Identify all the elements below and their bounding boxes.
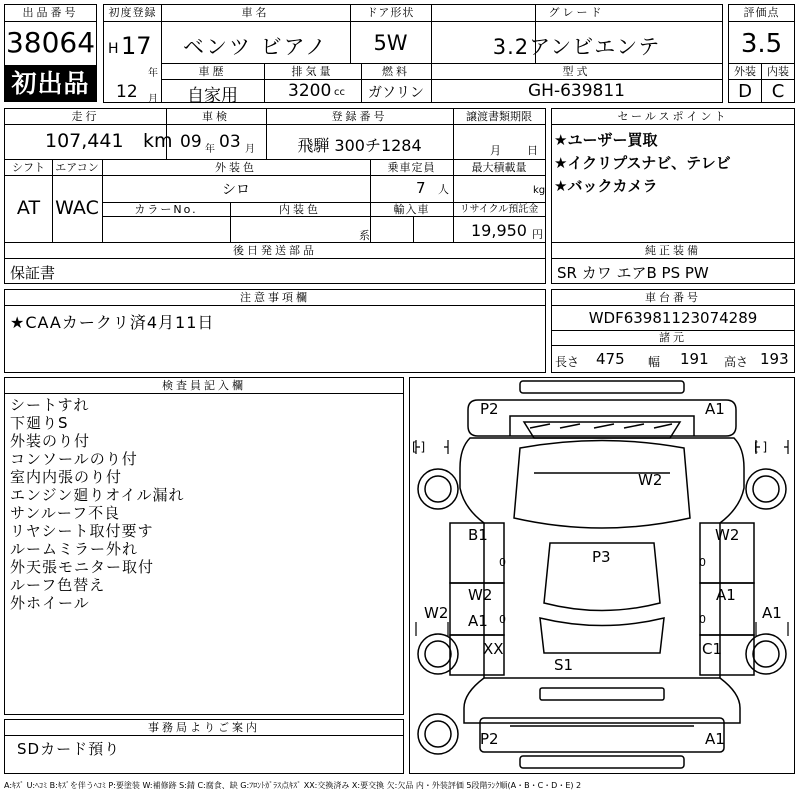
mark-p3: P3: [592, 548, 611, 566]
grade: 3.2アンビエンテ: [492, 35, 661, 59]
notes-value: ★CAAカークリ済4月11日: [10, 313, 215, 332]
sales-point: ★バックカメラ: [554, 177, 658, 195]
capacity-value: 7: [416, 179, 426, 197]
equipment-value: SR カワ エアB PS PW: [557, 264, 709, 282]
sales-points-list: [554, 129, 731, 198]
office-label: 事務局よりご案内: [148, 721, 260, 734]
chassis-number: WDF63981123074289: [588, 309, 758, 327]
sales-points-label: セールスポイント: [617, 110, 729, 123]
vehicle-header-box: [103, 4, 723, 106]
width-value: 191: [680, 350, 709, 368]
sales-point: ★イクリプスナビ、テレビ: [554, 154, 731, 172]
sales-points-box: [551, 108, 795, 243]
mark-xx: XX: [483, 640, 504, 658]
model-label: 型式: [562, 65, 591, 78]
chassis-number-label: 車台番号: [645, 291, 701, 304]
first-registration-label: 初度登録: [108, 6, 157, 19]
mileage-label: 走行: [71, 110, 100, 123]
interior-color-unit: 系: [359, 229, 370, 242]
vehicle-details-box: [4, 108, 546, 243]
chassis-box: [551, 289, 795, 373]
sales-point: ★ユーザー買取: [554, 131, 658, 149]
inspector-line: ルームミラー外れ: [10, 540, 139, 558]
fuel-value: ガソリン: [368, 85, 424, 101]
mark-s1: S1: [554, 656, 574, 674]
mark-p2-top: P2: [480, 400, 499, 418]
mark-a1-right-rear: A1: [716, 586, 736, 604]
office-value: SDカード預り: [17, 740, 121, 758]
history-label: 車歴: [198, 65, 227, 78]
equipment-label: 純正装備: [645, 244, 701, 257]
first-listing-badge: 初出品: [4, 66, 97, 102]
mark-a1-right-side: A1: [762, 604, 782, 622]
mileage-value: 107,441: [45, 130, 124, 152]
ac-value: WAC: [55, 197, 99, 219]
exterior-label: 外装: [734, 65, 756, 78]
mark-b1: B1: [468, 526, 488, 544]
model-value: GH-639811: [528, 81, 625, 101]
mark-w2-left-side: W2: [424, 604, 449, 622]
later-parts-label: 後日発送部品: [233, 244, 317, 257]
capacity-label: 乗車定員: [387, 161, 436, 174]
interior-label: 内装: [767, 65, 789, 78]
office-box: [4, 719, 404, 774]
bracket-right: [ ]: [754, 440, 768, 454]
mark-p2-bottom: P2: [480, 730, 499, 748]
exterior-grade: D: [738, 81, 752, 102]
plate-value: 飛騨 300チ1284: [297, 136, 422, 155]
inspector-line: エンジン廻りオイル漏れ: [10, 486, 185, 504]
inspector-line: リヤシート取付要す: [10, 522, 154, 540]
registration-year-unit: 年: [148, 68, 158, 79]
mark-w2-roof: W2: [638, 471, 663, 489]
fuel-label: 燃料: [382, 65, 410, 78]
length-label: 長さ: [555, 355, 580, 369]
later-parts-box: [4, 242, 546, 284]
history-value: 自家用: [187, 86, 238, 106]
registration-era: H: [108, 41, 119, 57]
transfer-doc-label: 譲渡書類期限: [466, 110, 532, 123]
later-parts-value: 保証書: [10, 264, 56, 282]
inspector-line: 下廻りS: [10, 414, 69, 432]
inspection-year: 09: [180, 132, 202, 152]
car-name: ベンツ ビアノ: [183, 35, 328, 59]
car-diagram: [410, 378, 794, 773]
height-value: 193: [760, 350, 789, 368]
max-load-unit: kg: [533, 185, 546, 196]
displacement-unit: cc: [334, 87, 345, 98]
inspector-line: 室内内張のり付: [10, 468, 123, 486]
mark-c1: C1: [702, 640, 723, 658]
max-load-label: 最大積載量: [471, 161, 527, 174]
inspector-notes: [10, 396, 185, 612]
inspector-line: 外天張モニター取付: [10, 558, 155, 576]
dimensions-label: 諸元: [659, 331, 687, 344]
lot-number: 38064: [5, 26, 96, 59]
recycle-value: 19,950: [471, 221, 527, 240]
color-number-label: カラーNo.: [134, 203, 198, 216]
car-name-label: 車名: [241, 6, 270, 19]
inspector-line: コンソールのり付: [10, 450, 138, 468]
mark-a1-bottom: A1: [705, 730, 725, 748]
registration-month-unit: 月: [148, 94, 158, 105]
grade-label: グレード: [548, 6, 605, 19]
transfer-month-unit: 月: [490, 144, 501, 157]
door-type: 5W: [373, 31, 408, 55]
shift-value: AT: [16, 197, 41, 219]
mark-w2-right-door: W2: [715, 526, 740, 544]
ac-label: エアコン: [55, 161, 99, 174]
mileage-unit: km: [143, 130, 173, 152]
zero-mark: 0: [499, 556, 506, 569]
inspection-year-unit: 年: [205, 144, 215, 155]
mark-a1-top: A1: [705, 400, 725, 418]
score-value: 3.5: [740, 29, 783, 59]
recycle-label: リサイクル預託金: [459, 204, 539, 215]
import-label: 輸入車: [393, 203, 430, 216]
inspection-month-unit: 月: [245, 144, 255, 155]
interior-color-label: 内装色: [279, 203, 321, 216]
mark-a1-left-rear: A1: [468, 612, 488, 630]
height-label: 高さ: [724, 355, 749, 369]
zero-mark: 0: [699, 613, 706, 626]
inspector-line: 外装のり付: [10, 432, 91, 450]
score-label: 評価点: [743, 6, 780, 19]
notes-label: 注意事項欄: [240, 291, 310, 304]
car-diagram-box: [409, 377, 795, 774]
zero-mark: 0: [499, 613, 506, 626]
exterior-color-label: 外装色: [215, 161, 257, 174]
equipment-box: [551, 242, 795, 284]
inspector-box: [4, 377, 404, 715]
plate-label: 登録番号: [331, 110, 388, 123]
inspection-month: 03: [219, 132, 241, 152]
lot-number-label: 出品番号: [22, 6, 79, 19]
inspector-line: シートすれ: [10, 396, 90, 414]
displacement-value: 3200: [288, 81, 332, 101]
length-value: 475: [596, 350, 625, 368]
zero-mark: 0: [699, 556, 706, 569]
score-box: [728, 4, 795, 103]
shift-label: シフト: [12, 161, 45, 174]
inspector-line: サンルーフ不良: [10, 504, 121, 522]
registration-month: 12: [116, 82, 138, 102]
bracket-left: [ ]: [412, 440, 426, 454]
capacity-unit: 人: [438, 183, 449, 196]
inspector-label: 検査員記入欄: [162, 379, 246, 392]
registration-year: 17: [121, 32, 152, 60]
mark-w2-left-rear: W2: [468, 586, 493, 604]
door-label: ドア形状: [366, 6, 415, 19]
notes-box: [4, 289, 546, 373]
interior-grade: C: [771, 81, 785, 102]
inspector-line: 外ホイール: [10, 594, 90, 612]
recycle-unit: 円: [532, 228, 543, 241]
inspection-label: 車検: [202, 110, 230, 123]
lot-number-box: [4, 4, 97, 66]
inspector-line: ルーフ色替え: [10, 576, 106, 594]
exterior-color-value: シロ: [222, 182, 250, 198]
legend-text: A:ｷｽﾞ U:ﾍｺﾐ B:ｷｽﾞを伴うﾍｺﾐ P:要塗装 W:補修跡 S:錆 C:腐食、缺 G:ﾌﾛﾝﾄｶﾞﾗｽ点ｷｽﾞ XX:交換済み X:要交換 欠:欠品 内・外装評価 5段階ﾗﾝｸ順(A・B・C・D・E) 2: [4, 781, 582, 790]
width-label: 幅: [648, 355, 661, 369]
transfer-day-unit: 日: [527, 144, 538, 157]
displacement-label: 排気量: [291, 65, 334, 78]
